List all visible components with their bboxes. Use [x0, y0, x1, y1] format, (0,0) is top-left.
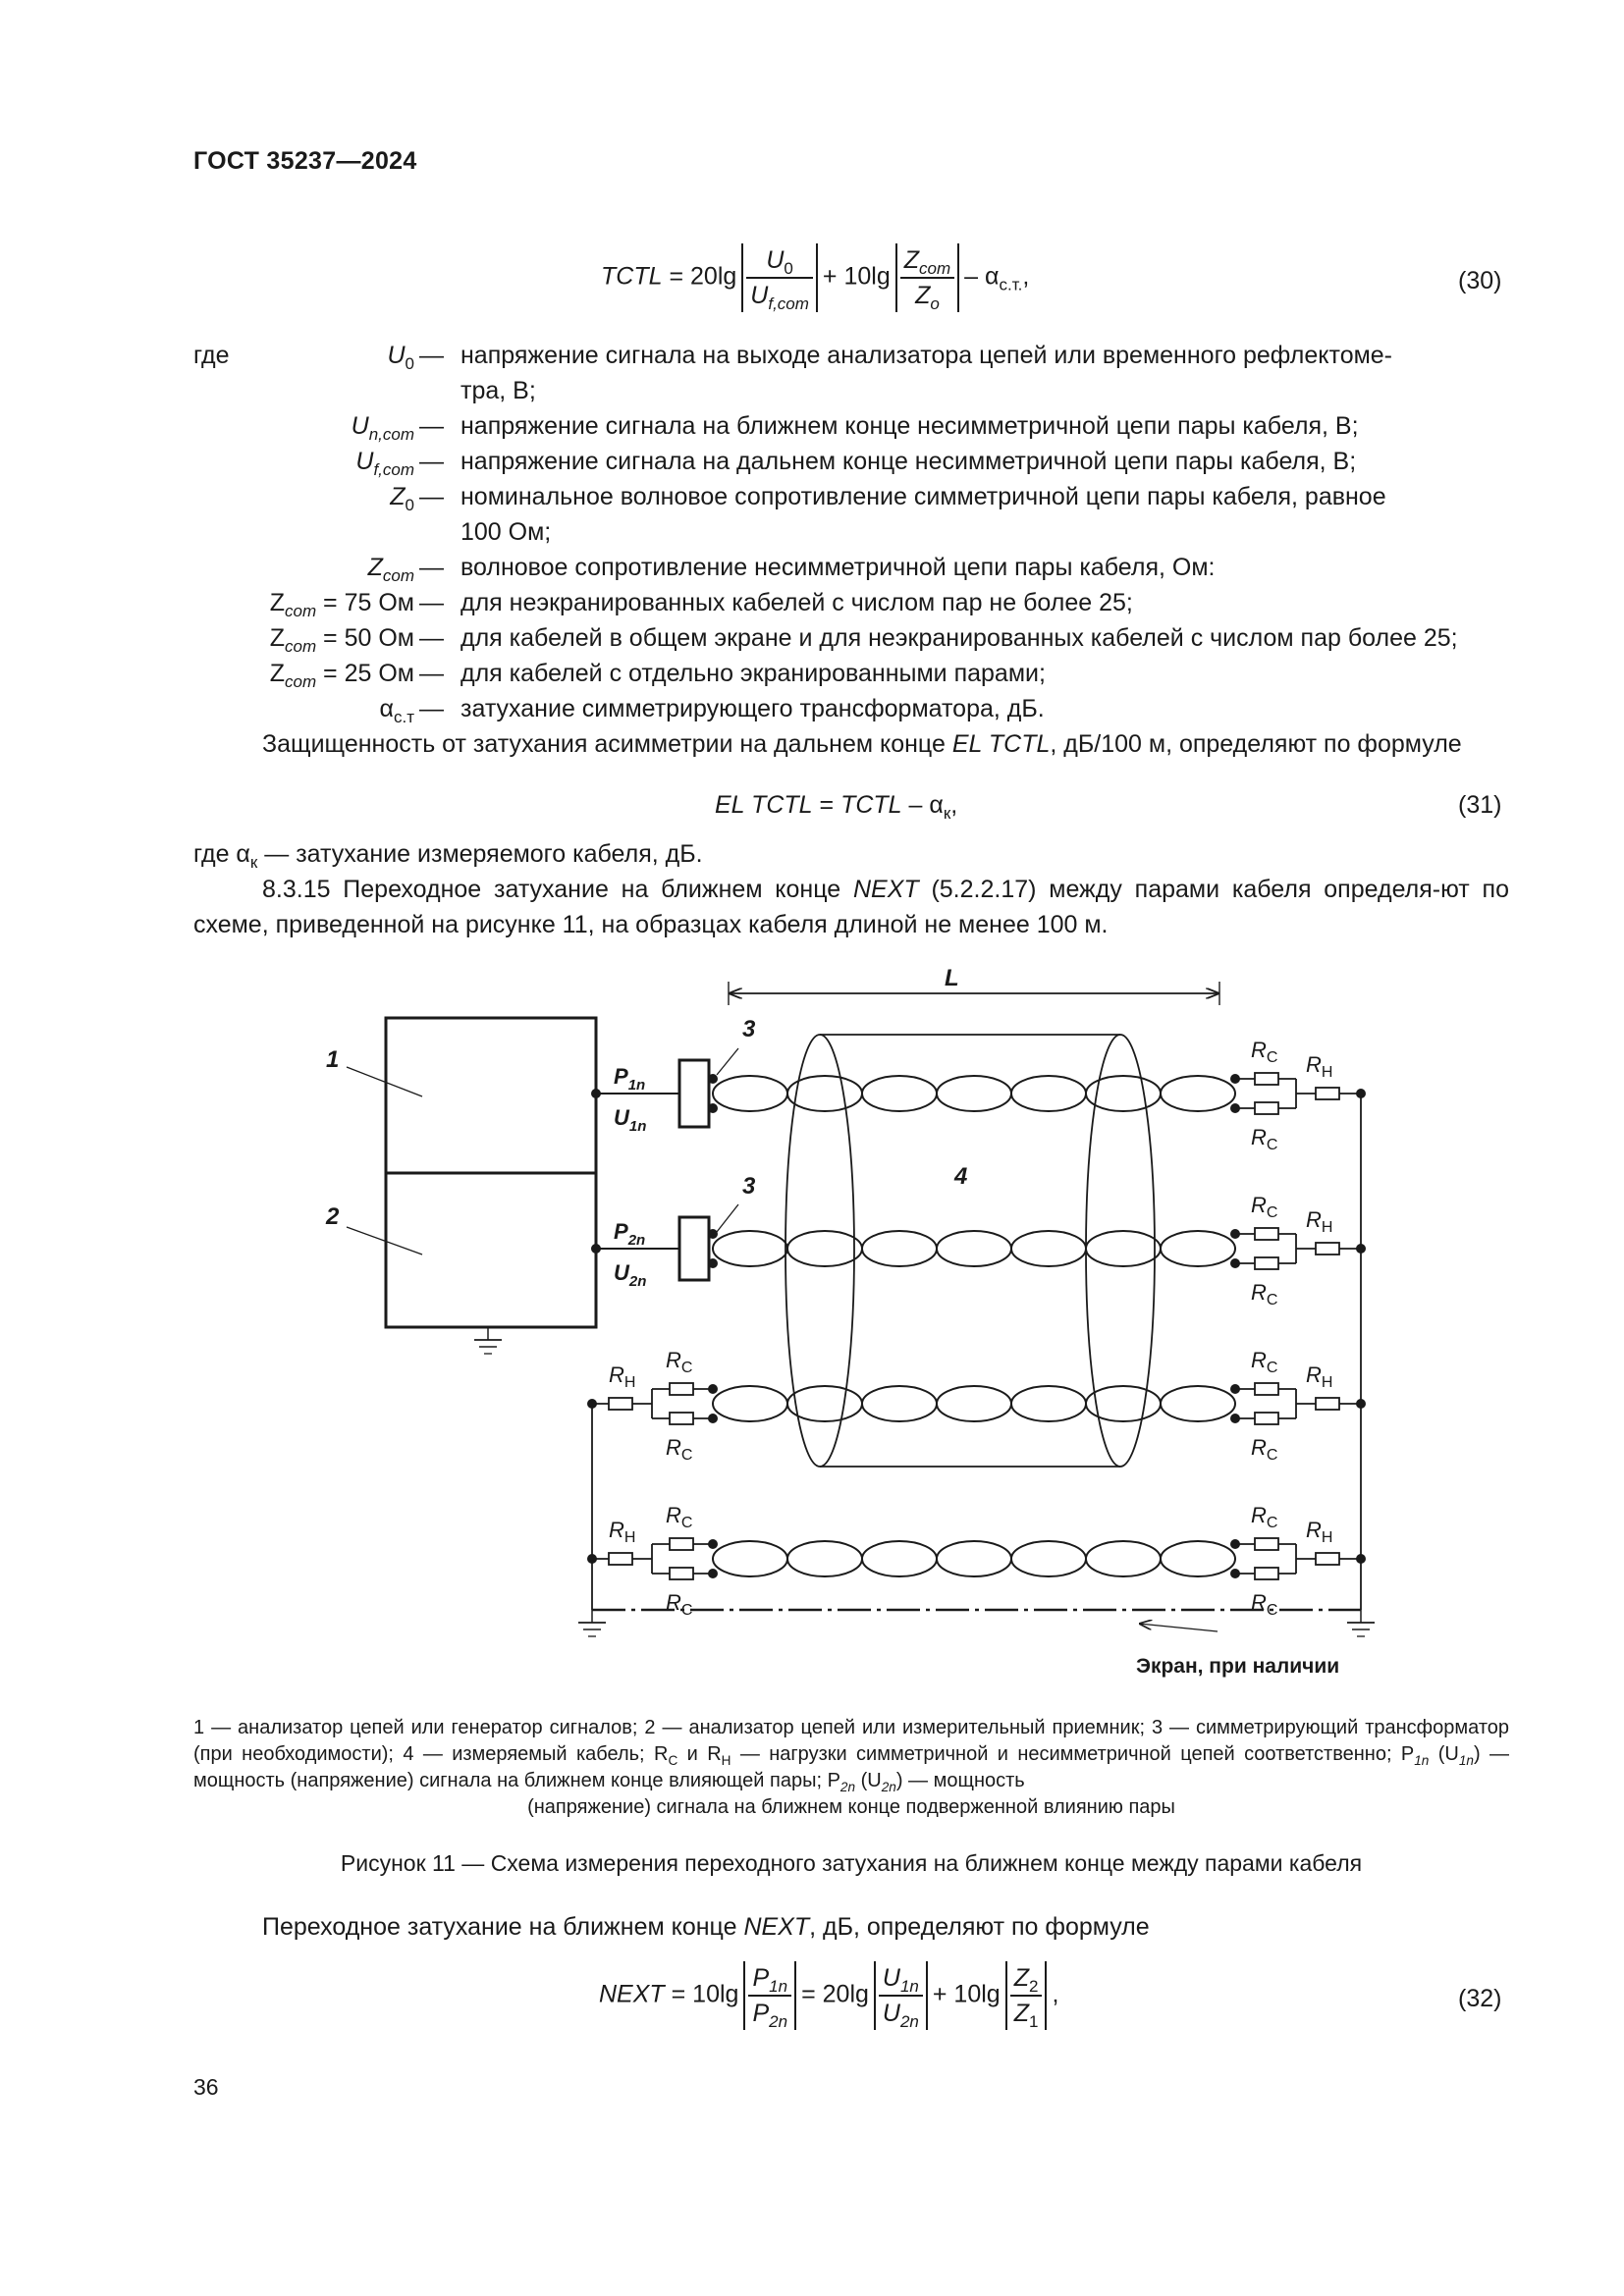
twisted-pair-1: [713, 1076, 1235, 1111]
eq30-eq: = 20: [669, 262, 718, 291]
eq30-plus: + 10: [822, 262, 872, 291]
label-3a: 3: [742, 1016, 756, 1042]
far-end-termination-4: [1235, 1538, 1361, 1579]
svg-text:RC: $R_C$: [1251, 1590, 1278, 1619]
page-number: 36: [193, 2074, 219, 2100]
def-row-zcom-75: $Z_{com} = 75$ Ом — для неэкранированных кабелей с числом пар не более 25;: [269, 589, 1133, 620]
analyzer-box-1: [386, 1018, 596, 1173]
twisted-pair-2: [713, 1231, 1235, 1266]
paragraph-el-tctl: Защищенность от затухания асимметрии на дальнем конце EL TCTL, дБ/100 м, определяют по формуле: [262, 730, 1462, 758]
svg-text:RC: $R_C$: [666, 1590, 693, 1619]
screen-label: Экран, при наличии: [1136, 1655, 1340, 1678]
svg-text:RH: $R_H$: [609, 1518, 636, 1546]
ground-icon-left: [578, 1610, 606, 1636]
equation-31-number: (31): [1458, 791, 1502, 819]
ground-icon-right: [1347, 1610, 1375, 1636]
def-row-u0: где $U_0$ — напряжение сигнала на выходе анализатора цепей или временного рефлектоме- тра, В;: [193, 338, 1509, 408]
svg-text:RC: $R_C$: [1251, 1125, 1278, 1153]
document-header: ГОСТ 35237—2024: [193, 147, 417, 175]
label-p2n: $P_{2n}$: [614, 1219, 646, 1249]
label-u2n: $U_{2n}$: [614, 1260, 647, 1290]
def-row-uf-com: $U_{f,com}$ — напряжение сигнала на дальнем конце несимметричной цепи пары кабеля, В;: [355, 448, 1357, 479]
ground-icon: [474, 1327, 502, 1354]
twisted-pair-3: [713, 1386, 1235, 1421]
label-4: 4: [954, 1163, 968, 1190]
paragraph-alpha-k: где $\alpha_к$ — затухание измеряемого кабеля, дБ.: [193, 840, 703, 872]
equation-30-number: (30): [1458, 267, 1502, 294]
transformer-1: [679, 1060, 709, 1127]
svg-text:RC: $R_C$: [1251, 1280, 1278, 1308]
analyzer-box-2: [386, 1173, 596, 1327]
label-1: 1: [326, 1046, 340, 1073]
svg-text:RH: $R_H$: [1306, 1207, 1333, 1236]
near-end-termination-3: [592, 1383, 713, 1424]
def-row-un-com: $U_{n,com}$ — напряжение сигнала на ближнем конце несимметричной цепи пары кабеля, В;: [351, 412, 1359, 444]
def-row-zcom-25: $Z_{com} = 25$ Ом — для кабелей с отдельно экранированными парами;: [269, 660, 1046, 691]
def-row-zcom: $Z_{com}$ — волновое сопротивление несимметричной цепи пары кабеля, Ом:: [367, 554, 1216, 585]
far-end-termination-3: [1235, 1383, 1361, 1424]
figure-caption: 1 — анализатор цепей или генератор сигналов; 2 — анализатор цепей или измерительный приемник; 3 — симметрирующий трансформатор (при необходимости); 4 — измеряемый кабель; $R_C$ и $R_Н$ — нагрузки симметричной и несимметричной цепей соответственно; $P_{1n}$ $(U_{1n})$ — мощность (напряжение) сигнала на ближнем конце влияющей пары; $P_{2n}$ $(U_{2n})$ — мощность (напряжение) сигнала на ближнем конце подверженной влиянию пары: [193, 1717, 1510, 1818]
def-row-zcom-50: $Z_{com} = 50$ Ом — для кабелей в общем экране и для неэкранированных кабелей с числом пар более 25;: [269, 624, 1458, 656]
where-label: где: [193, 342, 230, 369]
svg-text:RC: $R_C$: [666, 1503, 693, 1531]
equation-31: EL TCTL = TCTL – $\alpha_к$,: [715, 791, 958, 823]
label-u1n: $U_{1n}$: [614, 1105, 647, 1135]
svg-text:RC: $R_C$: [1251, 1503, 1278, 1531]
eq30-lg2: lg: [871, 262, 891, 291]
svg-text:RH: $R_H$: [1306, 1518, 1333, 1546]
def-row-alpha-st: $\alpha_{с.т}$ — затухание симметрирующего трансформатора, дБ.: [379, 695, 1045, 726]
equation-32-number: (32): [1458, 1985, 1502, 2012]
def-row-z0: $Z_0$ — номинальное волновое сопротивление симметричной цепи пары кабеля, равное 100 Ом;: [390, 483, 1386, 546]
far-end-termination-2: [1235, 1228, 1361, 1269]
far-end-termination-1: [1235, 1073, 1361, 1114]
equation-30: TCTL = 20lg $\frac{U_0}{U_{f,com}}$ + 10lg $\frac{Z_{com}}{Z_o}$ – $\alpha_{с.т.}$,: [601, 243, 1029, 312]
svg-text:RC: $R_C$: [1251, 1193, 1278, 1221]
svg-text:RC: $R_C$: [1251, 1435, 1278, 1464]
svg-text:RC: $R_C$: [666, 1348, 693, 1376]
svg-text:RH: $R_H$: [1306, 1052, 1333, 1081]
eq30-tail: – α: [964, 262, 1000, 291]
svg-text:RC: $R_C$: [1251, 1038, 1278, 1066]
label-p1n: $P_{1n}$: [614, 1064, 646, 1094]
junction-dots: [587, 1074, 1366, 1578]
label-3b: 3: [742, 1173, 756, 1200]
equation-32: NEXT = 10lg $\frac{P_{1n}}{P_{2n}}$ = 20lg $\frac{U_{1n}}{U_{2n}}$ + 10lg $\frac{Z_2}{Z_1}$ ,: [599, 1961, 1058, 2030]
figure-title: Рисунок 11 — Схема измерения переходного затухания на ближнем конце между парами кабеля: [340, 1850, 1363, 1876]
svg-text:RH: $R_H$: [1306, 1362, 1333, 1391]
svg-text:RC: $R_C$: [666, 1435, 693, 1464]
paragraph-8-3-15: 8.3.15 Переходное затухание на ближнем конце NEXT (5.2.2.17) между парами кабеля определя-ют по схеме, приведенной на рисунке 11, на образцах кабеля длиной не менее 100 м.: [193, 876, 1509, 938]
eq30-frac2: $\frac{Z_{com}}{Z_o}$: [900, 243, 954, 312]
label-L: L: [945, 965, 959, 991]
label-2: 2: [326, 1203, 340, 1230]
near-end-termination-4: [592, 1538, 713, 1579]
transformer-2: [679, 1217, 709, 1280]
cable-shield-outline: [785, 1035, 1155, 1467]
paragraph-next: Переходное затухание на ближнем конце NEXT, дБ, определяют по формуле: [262, 1913, 1150, 1941]
eq30-frac1: $\frac{U_0}{U_{f,com}}$: [746, 243, 813, 312]
svg-text:RC: $R_C$: [1251, 1348, 1278, 1376]
eq30-lhs: TCTL: [601, 262, 663, 291]
eq30-lg1: lg: [717, 262, 737, 291]
length-dimension: [729, 982, 1219, 1005]
twisted-pair-4: [713, 1541, 1235, 1576]
svg-text:RH: $R_H$: [609, 1362, 636, 1391]
